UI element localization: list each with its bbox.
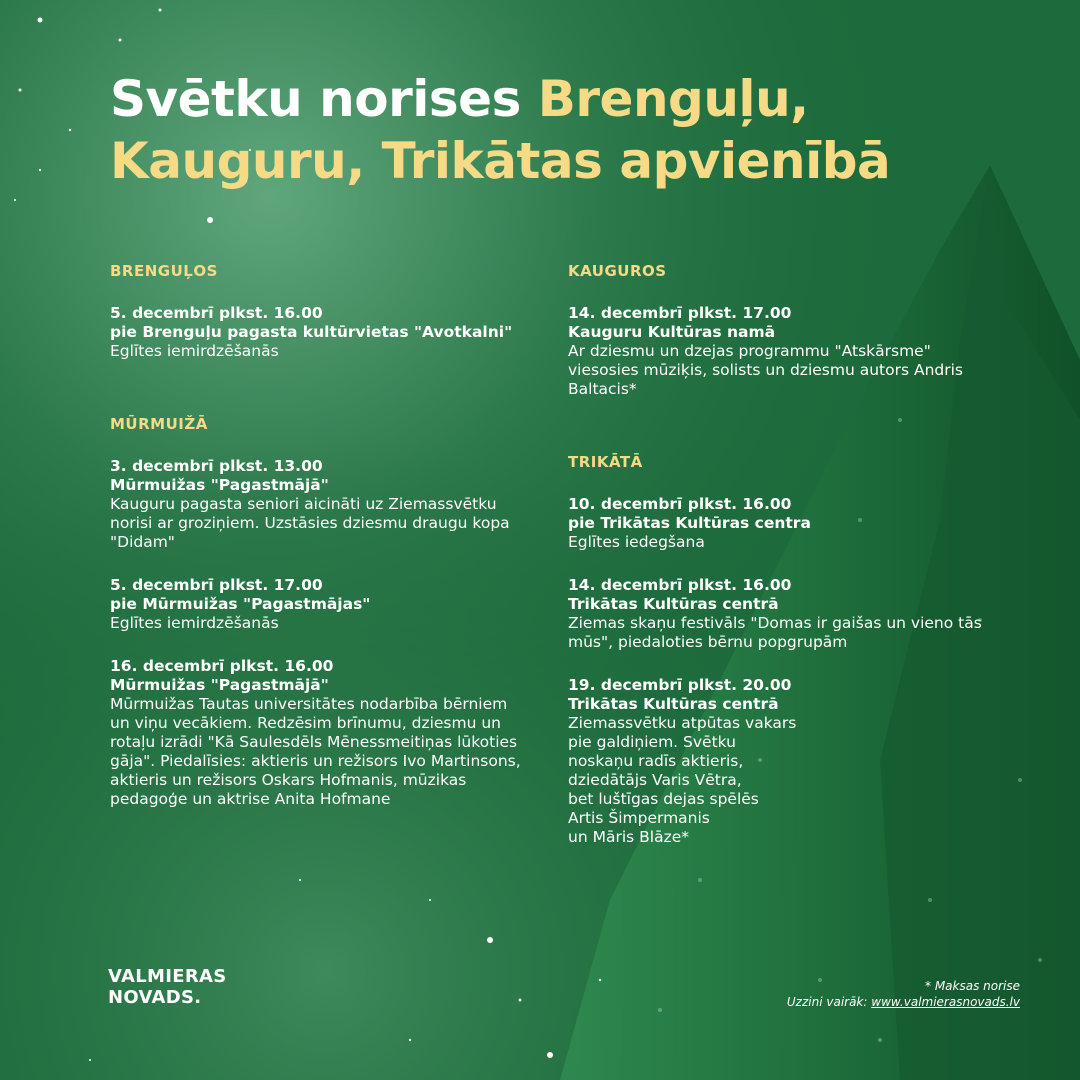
event-description: Eglītes iemirdzēšanās xyxy=(110,342,279,360)
event-date: 14. decembrī plkst. 16.00 xyxy=(568,576,792,594)
right-column xyxy=(568,262,988,871)
event-location: pie Brenguļu pagasta kultūrvietas "Avotkalni" xyxy=(110,323,513,341)
event-item xyxy=(568,676,988,847)
event-location: Mūrmuižas "Pagastmājā" xyxy=(110,476,329,494)
title-yellow-part-1: Brenguļu, xyxy=(537,70,809,128)
event-date: 10. decembrī plkst. 16.00 xyxy=(568,495,792,513)
section-trikata xyxy=(568,453,988,847)
event-item xyxy=(110,457,530,552)
valmieras-novads-logo xyxy=(108,966,226,1008)
event-location: Kauguru Kultūras namā xyxy=(568,323,776,341)
section-brengulos xyxy=(110,262,530,361)
logo-line-2: NOVADS. xyxy=(108,987,202,1008)
event-description: Eglītes iemirdzēšanās xyxy=(110,614,279,632)
event-location: pie Mūrmuižas "Pagastmājas" xyxy=(110,595,371,613)
left-column xyxy=(110,262,530,833)
event-location: Trikātas Kultūras centrā xyxy=(568,595,779,613)
event-description: Kauguru pagasta seniori aicināti uz Ziemassvētku norisi ar groziņiem. Uzstāsies dziesmu draugu kopa "Didam" xyxy=(110,495,510,551)
event-date: 16. decembrī plkst. 16.00 xyxy=(110,657,334,675)
section-heading: MŪRMUIŽĀ xyxy=(110,415,208,433)
event-location: Trikātas Kultūras centrā xyxy=(568,695,779,713)
paid-event-note: * Maksas norise xyxy=(925,979,1020,993)
event-description: Ziemassvētku atpūtas vakars pie galdiņiem. Svētku noskaņu radīs aktieris, dziedātājs Varis Vētra, bet luštīgas dejas spēlēs Artis Šimpermanis un Māris Blāze* xyxy=(568,714,797,846)
event-item xyxy=(568,495,988,552)
event-description: Ar dziesmu un dzejas programmu "Atskārsme" viesosies mūziķis, solists un dziesmu autors Andris Baltacis* xyxy=(568,342,963,398)
event-date: 19. decembrī plkst. 20.00 xyxy=(568,676,792,694)
event-location: pie Trikātas Kultūras centra xyxy=(568,514,811,532)
section-heading: KAUGUROS xyxy=(568,262,667,280)
event-item xyxy=(568,304,988,399)
footer-note xyxy=(787,978,1020,1010)
event-date: 5. decembrī plkst. 16.00 xyxy=(110,304,323,322)
title-yellow-part-2: Kauguru, Trikātas apvienībā xyxy=(110,132,891,190)
page-title xyxy=(110,68,890,192)
event-item xyxy=(568,576,988,652)
event-date: 3. decembrī plkst. 13.00 xyxy=(110,457,323,475)
section-kauguros xyxy=(568,262,988,399)
section-murmuiza xyxy=(110,415,530,809)
event-item xyxy=(110,576,530,633)
event-date: 14. decembrī plkst. 17.00 xyxy=(568,304,792,322)
title-white-part: Svētku norises xyxy=(110,70,538,128)
event-description: Eglītes iedegšana xyxy=(568,533,705,551)
section-heading: BRENGUĻOS xyxy=(110,262,218,280)
logo-line-1: VALMIERAS xyxy=(108,966,227,987)
spacer xyxy=(568,423,988,453)
section-heading: TRIKĀTĀ xyxy=(568,453,643,471)
event-item xyxy=(110,657,530,809)
event-location: Mūrmuižas "Pagastmājā" xyxy=(110,676,329,694)
website-link[interactable]: www.valmierasnovads.lv xyxy=(871,995,1020,1009)
spacer xyxy=(110,385,530,415)
event-item xyxy=(110,304,530,361)
event-description: Mūrmuižas Tautas universitātes nodarbība bērniem un viņu vecākiem. Redzēsim brīnumu, dziesmu un rotaļu izrādi "Kā Saulesdēls Mēnessmeitiņas lūkoties gāja". Piedalīsies: aktieris un režisors Ivo Martinsons, aktieris un režisors Oskars Hofmanis, mūzikas pedagoģe un aktrise Anita Hofmane xyxy=(110,695,521,808)
event-description: Ziemas skaņu festivāls "Domas ir gaišas un vieno tās mūs", piedaloties bērnu popgrupām xyxy=(568,614,982,651)
event-date: 5. decembrī plkst. 17.00 xyxy=(110,576,323,594)
more-info-line xyxy=(787,994,1020,1010)
more-info-prefix: Uzzini vairāk: xyxy=(786,995,872,1009)
